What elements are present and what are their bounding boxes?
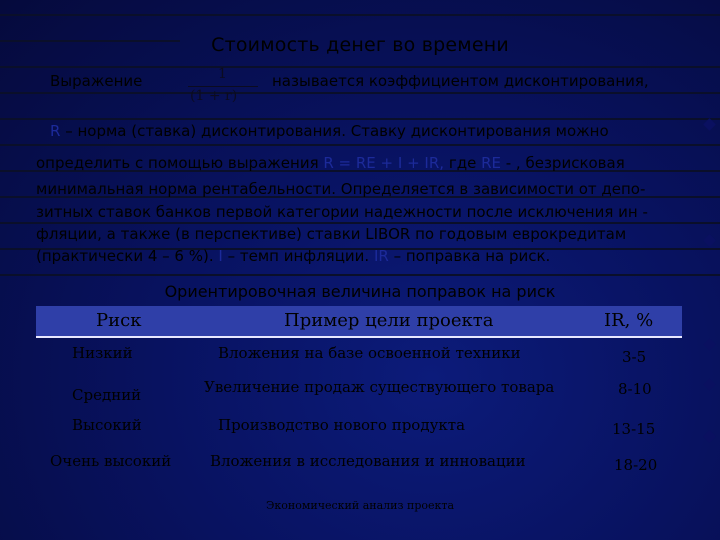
table-cell: Высокий — [72, 416, 142, 434]
discount-factor-formula — [186, 66, 262, 110]
text-segment: – норма (ставка) дисконтирования. Ставку дисконтирования можно — [60, 122, 609, 140]
table-cell: Вложения на базе освоенной техники — [218, 344, 521, 362]
table-cell: 13-15 — [612, 420, 656, 438]
table-header — [36, 306, 682, 338]
table-cell: Производство нового продукта — [218, 416, 466, 434]
table-cell: Вложения в исследования и инновации — [210, 452, 526, 470]
table-cell: 3-5 — [622, 348, 647, 366]
header-risk: Риск — [96, 310, 142, 331]
fraction-bar — [188, 86, 258, 87]
formula-inline: R = RE + I + IR, — [323, 154, 445, 172]
table-cell: 8-10 — [618, 380, 652, 398]
text-segment: (практически 4 – 6 %). — [36, 247, 219, 265]
text-called-coefficient: называется коэффициентом дисконтирования, — [272, 72, 649, 90]
header-ir-percent: IR, % — [604, 310, 654, 331]
bullet-shape — [703, 378, 716, 391]
bullet-shape — [703, 430, 716, 443]
symbol-re: RE — [481, 154, 501, 172]
text-segment: – поправка на риск. — [388, 247, 551, 265]
formula-denominator: (1 + r) — [190, 88, 238, 104]
symbol-i: I — [218, 247, 223, 265]
slide-title: Стоимость денег во времени — [211, 34, 509, 56]
table-cell: Увеличение продаж существующего товара — [204, 378, 555, 396]
text-line-2 — [50, 122, 609, 140]
table-cell: 18-20 — [614, 456, 658, 474]
text-line-4: минимальная норма рентабельности. Определяется в зависимости от депо- — [36, 180, 646, 198]
table-caption: Ориентировочная величина поправок на риск — [164, 282, 556, 301]
formula-numerator: 1 — [218, 66, 227, 82]
header-project-goal: Пример цели проекта — [284, 310, 494, 331]
text-line-6: фляции, а также (в перспективе) ставки LIBOR по годовым еврокредитам — [36, 225, 627, 243]
text-segment: - , безрисковая — [500, 154, 625, 172]
footer-text: Экономический анализ проекта — [265, 499, 455, 512]
symbol-ir: IR — [373, 247, 389, 265]
symbol-r: R — [50, 122, 61, 140]
bullet-shape — [703, 338, 716, 351]
text-line-5: зитных ставок банков первой категории надежности после исключения ин - — [36, 203, 648, 221]
table-cell: Очень высокий — [50, 452, 172, 470]
text-line-7 — [36, 247, 550, 265]
text-segment: – темп инфляции. — [222, 247, 374, 265]
text-expression: Выражение — [50, 72, 143, 90]
table-cell: Средний — [72, 386, 142, 404]
text-line-3 — [36, 154, 625, 172]
text-segment: где — [444, 154, 482, 172]
text-segment: определить с помощью выражения — [36, 154, 324, 172]
table-cell: Низкий — [72, 344, 133, 362]
